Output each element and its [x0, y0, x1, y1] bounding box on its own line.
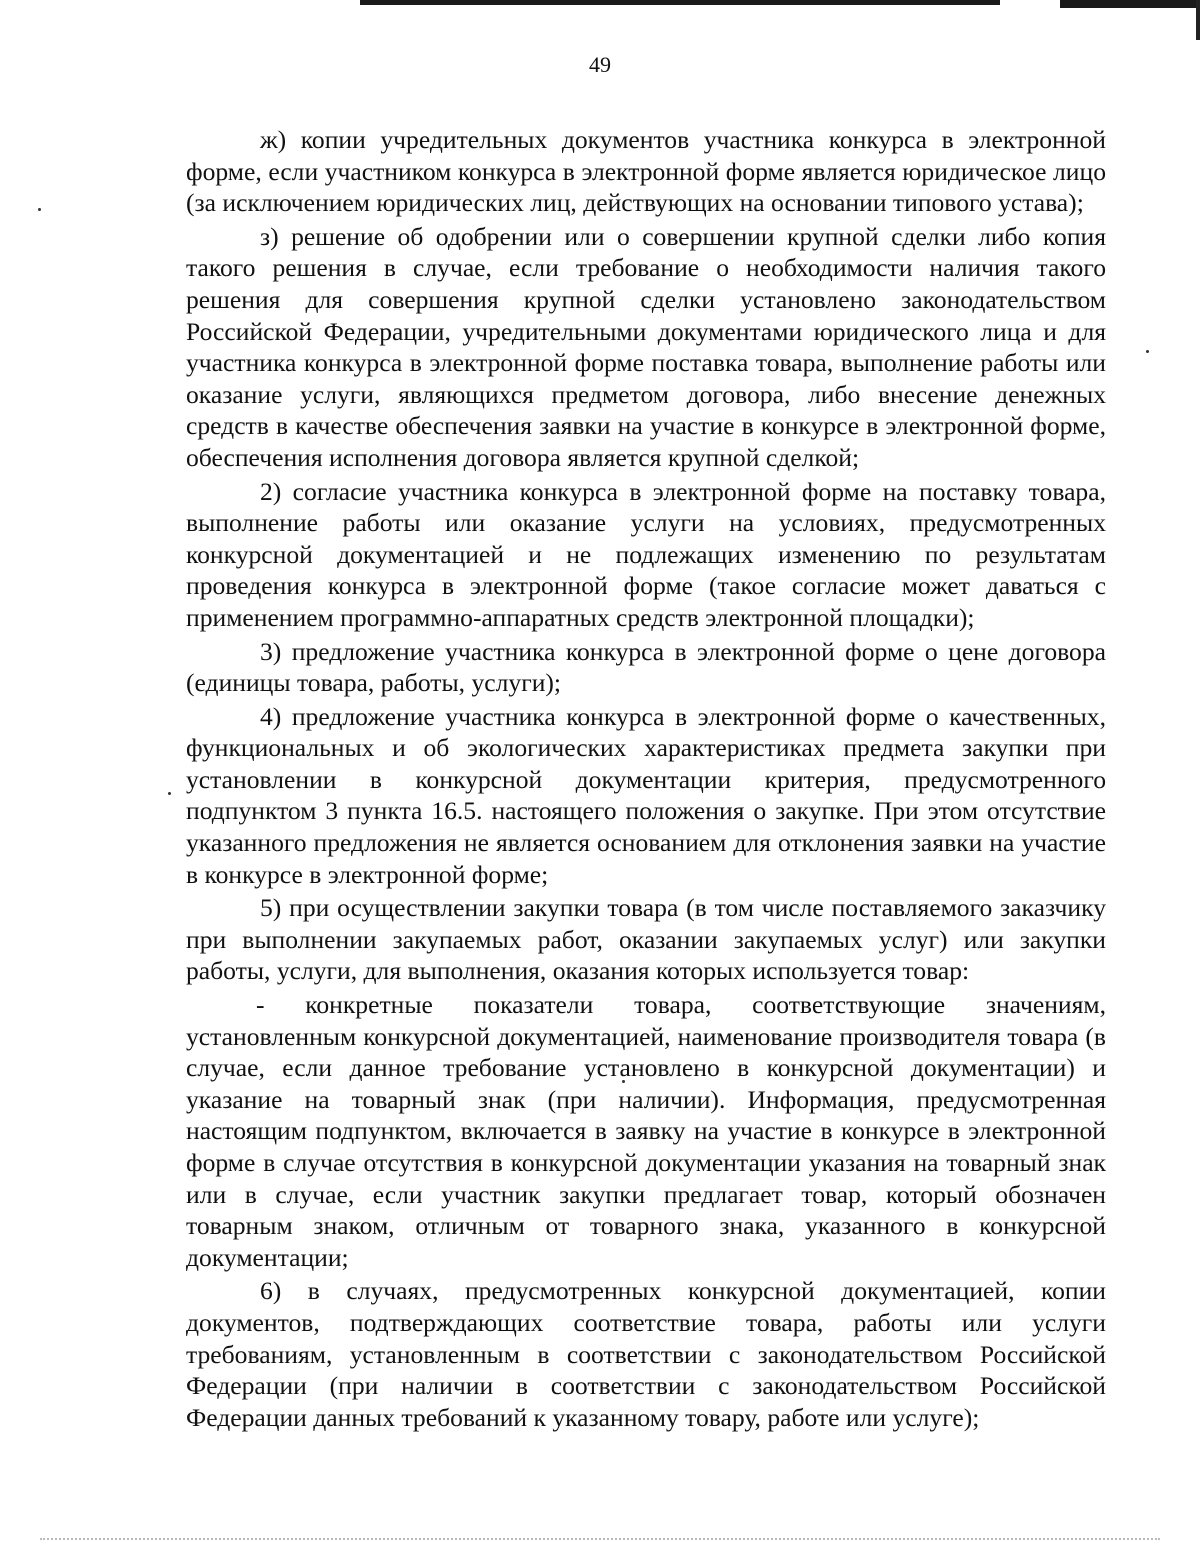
scan-speck — [38, 208, 41, 211]
document-body — [186, 124, 1106, 1435]
paragraph-3: 3) предложение участника конкурса в электронной форме о цене договора (единицы товара, работы, услуги); — [186, 636, 1106, 698]
paragraph-5: 5) при осуществлении закупки товара (в том числе поставляемого заказчику при выполнении закупаемых работ, оказании закупаемых услуг) или закупки работы, услуги, для выполнения, оказания которых используется товар: — [186, 893, 1106, 986]
scan-speck — [1146, 350, 1149, 353]
paragraph-6: 6) в случаях, предусмотренных конкурсной документацией, копии документов, подтверждающих соответствие товара, работы или услуги требованиям, установленным в соответствии с законодательством Российской Федерации (при наличии в соответствии с законодательством Российской Федерации данных требований к указанному товару, работе или услуге); — [186, 1276, 1106, 1432]
paragraph-5-bullet: - конкретные показатели товара, соответствующие значениям, установленным конкурсной документацией, наименование производителя товара (в случае, если данное требование установлено в конкурсной документации) и указание на товарный знак (при наличии). Информация, предусмотренная настоящим подпунктом, включается в заявку на участие в конкурсе в электронной форме в случае отсутствия в конкурсной документации указания на товарный знак или в случае, если участник закупки предлагает товар, который обозначен товарным знаком, отличным от товарного знака, указанного в конкурсной документации; — [186, 990, 1106, 1272]
scan-edge-mark — [1060, 0, 1200, 8]
scan-edge-mark — [360, 0, 1000, 5]
paragraph-2: 2) согласие участника конкурса в электронной форме на поставку товара, выполнение работы или оказание услуги на условиях, предусмотренных конкурсной документацией и не подлежащих изменению по результатам проведения конкурса в электронной форме (такое согласие может даваться с применением программно-аппаратных средств электронной площадки); — [186, 476, 1106, 632]
paragraph-z: з) решение об одобрении или о совершении крупной сделки либо копия такого решения в случае, если требование о необходимости наличия такого решения для совершения крупной сделки установлено законодательством Российской Федерации, учредительными документами юридического лица и для участника конкурса в электронной форме поставка товара, выполнение работы или оказание услуги, являющихся предметом договора, либо внесение денежных средств в качестве обеспечения заявки на участие в конкурсе в электронной форме, обеспечения исполнения договора является крупной сделкой; — [186, 221, 1106, 472]
page-number: 49 — [589, 52, 611, 77]
paragraph-4: 4) предложение участника конкурса в электронной форме о качественных, функциональных и об экологических характеристиках предмета закупки при установлении в конкурсной документации критерия, предусмотренного подпунктом 3 пункта 16.5. настоящего положения о закупке. При этом отсутствие указанного предложения не является основанием для отклонения заявки на участие в конкурсе в электронной форме; — [186, 701, 1106, 889]
scan-speck — [168, 792, 171, 795]
scan-bottom-edge — [40, 1538, 1160, 1542]
scan-edge-mark — [1196, 0, 1200, 40]
paragraph-zh: ж) копии учредительных документов участника конкурса в электронной форме, если участником конкурса в электронной форме является юридическое лицо (за исключением юридических лиц, действующих на основании типового устава); — [186, 125, 1106, 218]
